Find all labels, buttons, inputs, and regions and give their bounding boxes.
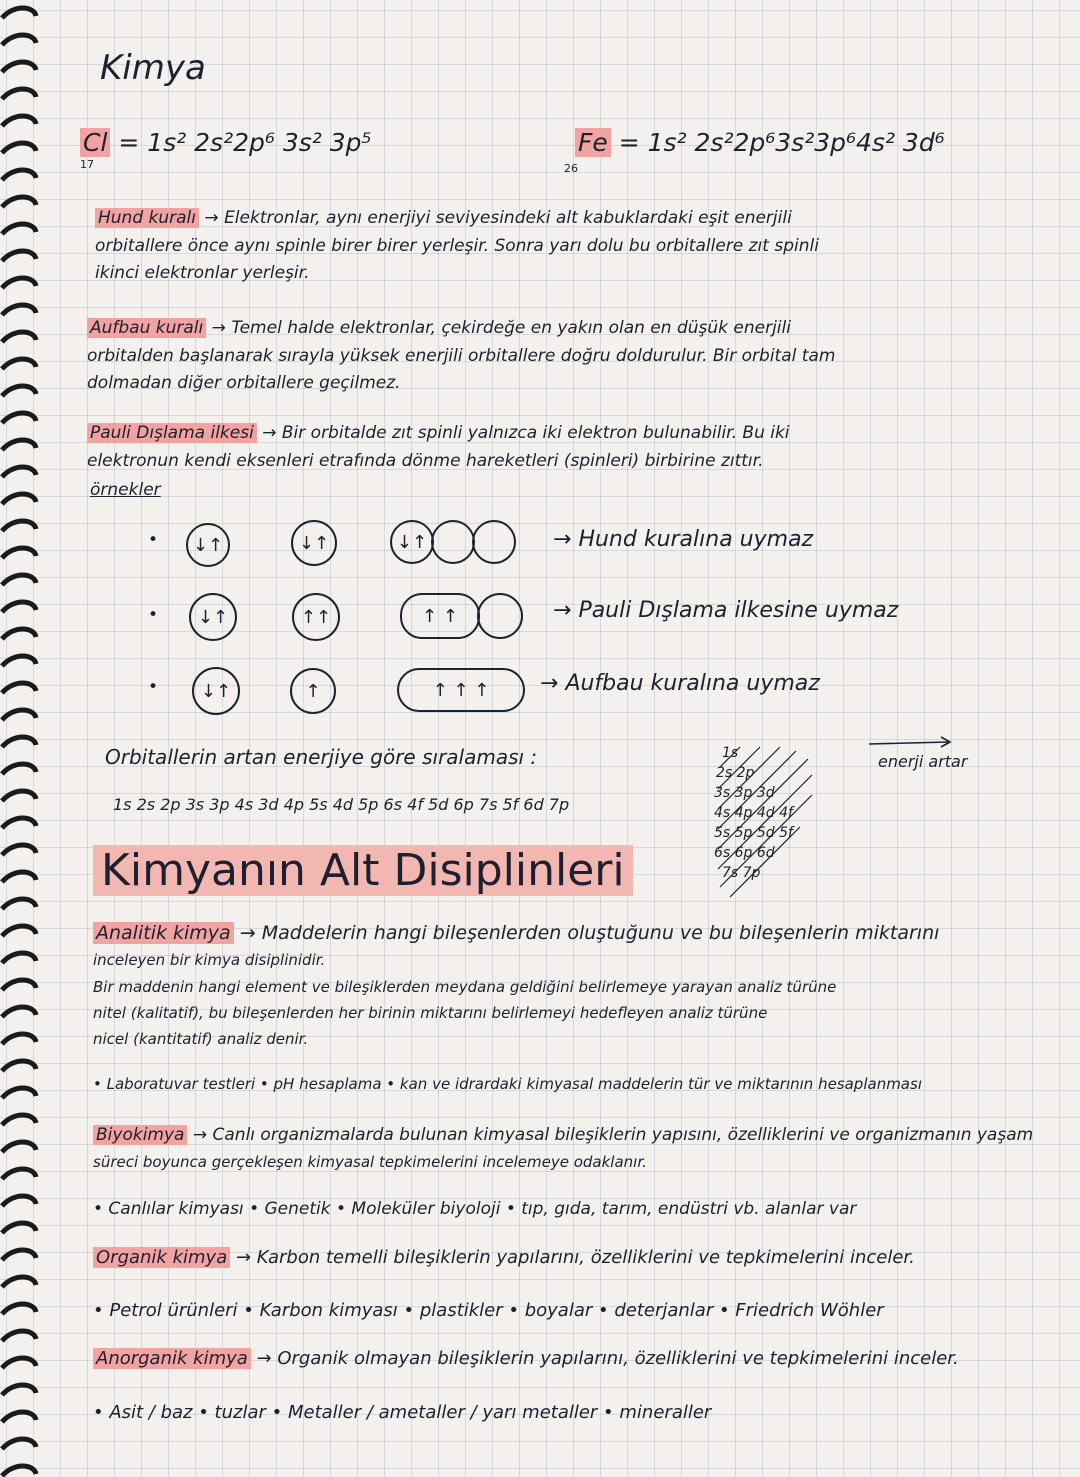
aufbau-line-1 (87, 318, 791, 338)
example-result-1 (553, 527, 813, 552)
orbital-circle: ↓↑ (390, 520, 434, 564)
diagram-row: 1s (722, 745, 739, 761)
aufbau-diagram (700, 745, 820, 925)
orbital-circle: ↓↑ (291, 520, 337, 566)
spiral-ring (2, 1304, 36, 1314)
example-result-2 (553, 598, 898, 623)
arrow: → (553, 527, 572, 552)
cl-symbol: Cl (80, 128, 110, 157)
spiral-ring (2, 845, 36, 855)
spiral-ring (2, 386, 36, 396)
pauli-arrow: → (262, 423, 277, 443)
spiral-ring (2, 1358, 36, 1368)
diagram-row: 7s 7p (722, 865, 761, 881)
organik-arrow: → (235, 1247, 252, 1268)
pauli-line-1 (87, 423, 790, 443)
orbital-circle: ↑ (290, 668, 336, 714)
analitik-arrow: → (239, 922, 256, 944)
anorganik-bullets: • Asit / baz • tuzlar • Metaller / ametaller / yarı metaller • mineraller (93, 1402, 712, 1423)
hund-line-2: orbitallere önce aynı spinle birer birer yerleşir. Sonra yarı dolu bu orbitallere zıt spinli (95, 236, 819, 256)
fe-atomic-number: 26 (564, 162, 578, 175)
example-result-3 (540, 671, 820, 696)
spiral-ring (2, 791, 36, 801)
spiral-ring (2, 656, 36, 666)
spiral-ring (2, 170, 36, 180)
analitik-bullets: • Laboratuvar testleri • pH hesaplama • kan ve idrardaki kimyasal maddelerin tür ve miktarının hesaplanması (93, 1075, 922, 1093)
anorganik-arrow: → (256, 1348, 272, 1369)
spiral-ring (2, 548, 36, 558)
spiral-ring (2, 116, 36, 126)
diagram-row: 5s 5p 5d 5f (714, 825, 793, 841)
biyo-line-1 (93, 1125, 1033, 1145)
aufbau-line-3: dolmadan diğer orbitallere geçilmez. (87, 373, 401, 393)
diagram-diagonals (700, 745, 820, 925)
examples-label: örnekler (90, 480, 161, 500)
diagram-row: 2s 2p (716, 765, 755, 781)
spiral-ring (2, 575, 36, 585)
anorganik-term: Anorganik kimya (93, 1348, 251, 1369)
aufbau-term: Aufbau kuralı (87, 318, 206, 338)
spiral-ring (2, 764, 36, 774)
fe-config (575, 128, 945, 157)
spiral-ring (2, 1196, 36, 1206)
example-text: Aufbau kuralına uymaz (565, 671, 820, 696)
spiral-ring (2, 629, 36, 639)
organik-bullets: • Petrol ürünleri • Karbon kimyası • plastikler • boyalar • deterjanlar • Friedrich Wöhler (93, 1300, 884, 1321)
orbital-circle: ↓↑ (189, 593, 237, 641)
spiral-ring (2, 1439, 36, 1449)
hund-line-3: ikinci elektronlar yerleşir. (95, 263, 310, 283)
pauli-term: Pauli Dışlama ilkesi (87, 423, 257, 443)
spiral-ring (2, 1142, 36, 1152)
biyo-term: Biyokimya (93, 1125, 187, 1145)
biyo-arrow: → (192, 1125, 208, 1145)
page-title: Kimya (100, 48, 206, 88)
orbital-circle-empty (472, 520, 516, 564)
aufbau-line-2: orbitalden başlanarak sırayla yüksek enerjili orbitallere doğru doldurulur. Bir orbital tam (87, 346, 836, 366)
spiral-ring (2, 1061, 36, 1071)
spiral-ring (2, 1331, 36, 1341)
spiral-ring (2, 224, 36, 234)
hund-arrow: → (204, 208, 219, 228)
spiral-ring (2, 35, 36, 45)
analitik-text-1: Maddelerin hangi bileşenlerden oluştuğunu ve bu bileşenlerin miktarını (261, 922, 940, 944)
hund-term: Hund kuralı (95, 208, 199, 228)
spiral-ring (2, 1115, 36, 1125)
diagram-row: 4s 4p 4d 4f (714, 805, 793, 821)
analitik-line-2: inceleyen bir kimya disiplinidir. (93, 951, 326, 969)
spiral-ring (2, 1034, 36, 1044)
spiral-ring (2, 980, 36, 990)
spiral-ring (2, 359, 36, 369)
orbital-circle-empty (477, 593, 523, 639)
anorganik-line-1 (93, 1348, 959, 1369)
analitik-term: Analitik kimya (93, 922, 234, 944)
spiral-ring (2, 602, 36, 612)
spiral-ring (2, 1385, 36, 1395)
spiral-ring (2, 467, 36, 477)
fe-configuration: = 1s² 2s²2p⁶3s²3p⁶4s² 3d⁶ (618, 128, 945, 157)
pauli-line-2: elektronun kendi eksenleri etrafında dönme hareketleri (spinleri) birbirine zıttır. (87, 451, 764, 471)
spiral-ring (2, 143, 36, 153)
spiral-ring (2, 899, 36, 909)
analitik-line-5: nicel (kantitatif) analiz denir. (93, 1030, 309, 1048)
organik-term: Organik kimya (93, 1247, 230, 1268)
spiral-ring (2, 413, 36, 423)
orbital-circle: ↓↑ (186, 523, 230, 567)
spiral-ring (2, 305, 36, 315)
biyo-line-2: süreci boyunca gerçekleşen kimyasal tepkimelerini incelemeye odaklanır. (93, 1153, 647, 1171)
orbital-circle-empty (431, 520, 475, 564)
analitik-line-4: nitel (kalitatif), bu bileşenlerden her birinin miktarını belirlemeyi hedefleyen analiz türüne (93, 1004, 768, 1022)
bullet: • (148, 530, 159, 550)
spiral-ring (2, 1007, 36, 1017)
energy-arrow (865, 732, 955, 752)
cl-atomic-number: 17 (80, 158, 94, 171)
arrow: → (553, 598, 572, 623)
orbital-circle: ↑ ↑ (400, 593, 480, 639)
spiral-ring (2, 332, 36, 342)
orbital-circle: ↓↑ (192, 667, 240, 715)
bullet: • (148, 605, 159, 625)
spiral-ring (2, 683, 36, 693)
organik-text-1: Karbon temelli bileşiklerin yapılarını, özelliklerini ve tepkimelerini inceler. (256, 1247, 915, 1268)
section-heading: Kimyanın Alt Disiplinleri (93, 845, 633, 896)
analitik-line-1 (93, 922, 939, 944)
bullet: • (148, 677, 159, 697)
spiral-ring (2, 521, 36, 531)
spiral-ring (2, 278, 36, 288)
aufbau-arrow: → (211, 318, 226, 338)
spiral-ring (2, 1250, 36, 1260)
orbital-circle: ↑ ↑ ↑ (397, 668, 525, 712)
orbital-order-sequence: 1s 2s 2p 3s 3p 4s 3d 4p 5s 4d 5p 6s 4f 5d 6p 7s 5f 6d 7p (113, 795, 570, 814)
spiral-ring (2, 1223, 36, 1233)
spiral-ring (2, 926, 36, 936)
biyo-bullets: • Canlılar kimyası • Genetik • Moleküler biyoloji • tıp, gıda, tarım, endüstri vb. alanlar var (93, 1199, 857, 1219)
biyo-text-1: Canlı organizmalarda bulunan kimyasal bileşiklerin yapısını, özelliklerini ve organizmanın yaşam (212, 1125, 1034, 1145)
spiral-ring (2, 1466, 36, 1476)
spiral-ring (2, 1412, 36, 1422)
spiral-binding (0, 0, 48, 1477)
spiral-ring (2, 494, 36, 504)
spiral-ring (2, 1169, 36, 1179)
example-text: Hund kuralına uymaz (578, 527, 814, 552)
spiral-ring (2, 62, 36, 72)
anorganik-text-1: Organik olmayan bileşiklerin yapılarını, özelliklerini ve tepkimelerini inceler. (277, 1348, 959, 1369)
orbital-circle: ↑↑ (292, 593, 340, 641)
spiral-ring (2, 818, 36, 828)
spiral-ring (2, 737, 36, 747)
spiral-ring (2, 710, 36, 720)
spiral-ring (2, 1277, 36, 1287)
pauli-text-1: Bir orbitalde zıt spinli yalnızca iki elektron bulunabilir. Bu iki (281, 423, 790, 443)
analitik-line-3: Bir maddenin hangi element ve bileşiklerden meydana geldiğini belirlemeye yarayan analiz türüne (93, 978, 837, 996)
cl-config (80, 128, 372, 157)
diagram-row: 3s 3p 3d (714, 785, 775, 801)
spiral-ring (2, 872, 36, 882)
cl-configuration: = 1s² 2s²2p⁶ 3s² 3p⁵ (118, 128, 372, 157)
spiral-ring (2, 1088, 36, 1098)
example-text: Pauli Dışlama ilkesine uymaz (578, 598, 899, 623)
hund-text-1: Elektronlar, aynı enerjiyi seviyesindeki alt kabuklardaki eşit enerjili (224, 208, 792, 228)
arrow: → (540, 671, 559, 696)
fe-symbol: Fe (575, 128, 611, 157)
aufbau-text-1: Temel halde elektronlar, çekirdeğe en yakın olan en düşük enerjili (231, 318, 791, 338)
spiral-ring (2, 8, 36, 18)
orbital-order-label: Orbitallerin artan enerjiye göre sıralaması : (105, 745, 538, 769)
spiral-ring (2, 197, 36, 207)
spiral-ring (2, 251, 36, 261)
diagram-row: 6s 6p 6d (714, 845, 775, 861)
spiral-ring (2, 89, 36, 99)
spiral-ring (2, 953, 36, 963)
spiral-ring (2, 440, 36, 450)
energy-label: enerji artar (878, 752, 968, 771)
organik-line-1 (93, 1247, 915, 1268)
hund-line-1 (95, 208, 792, 228)
